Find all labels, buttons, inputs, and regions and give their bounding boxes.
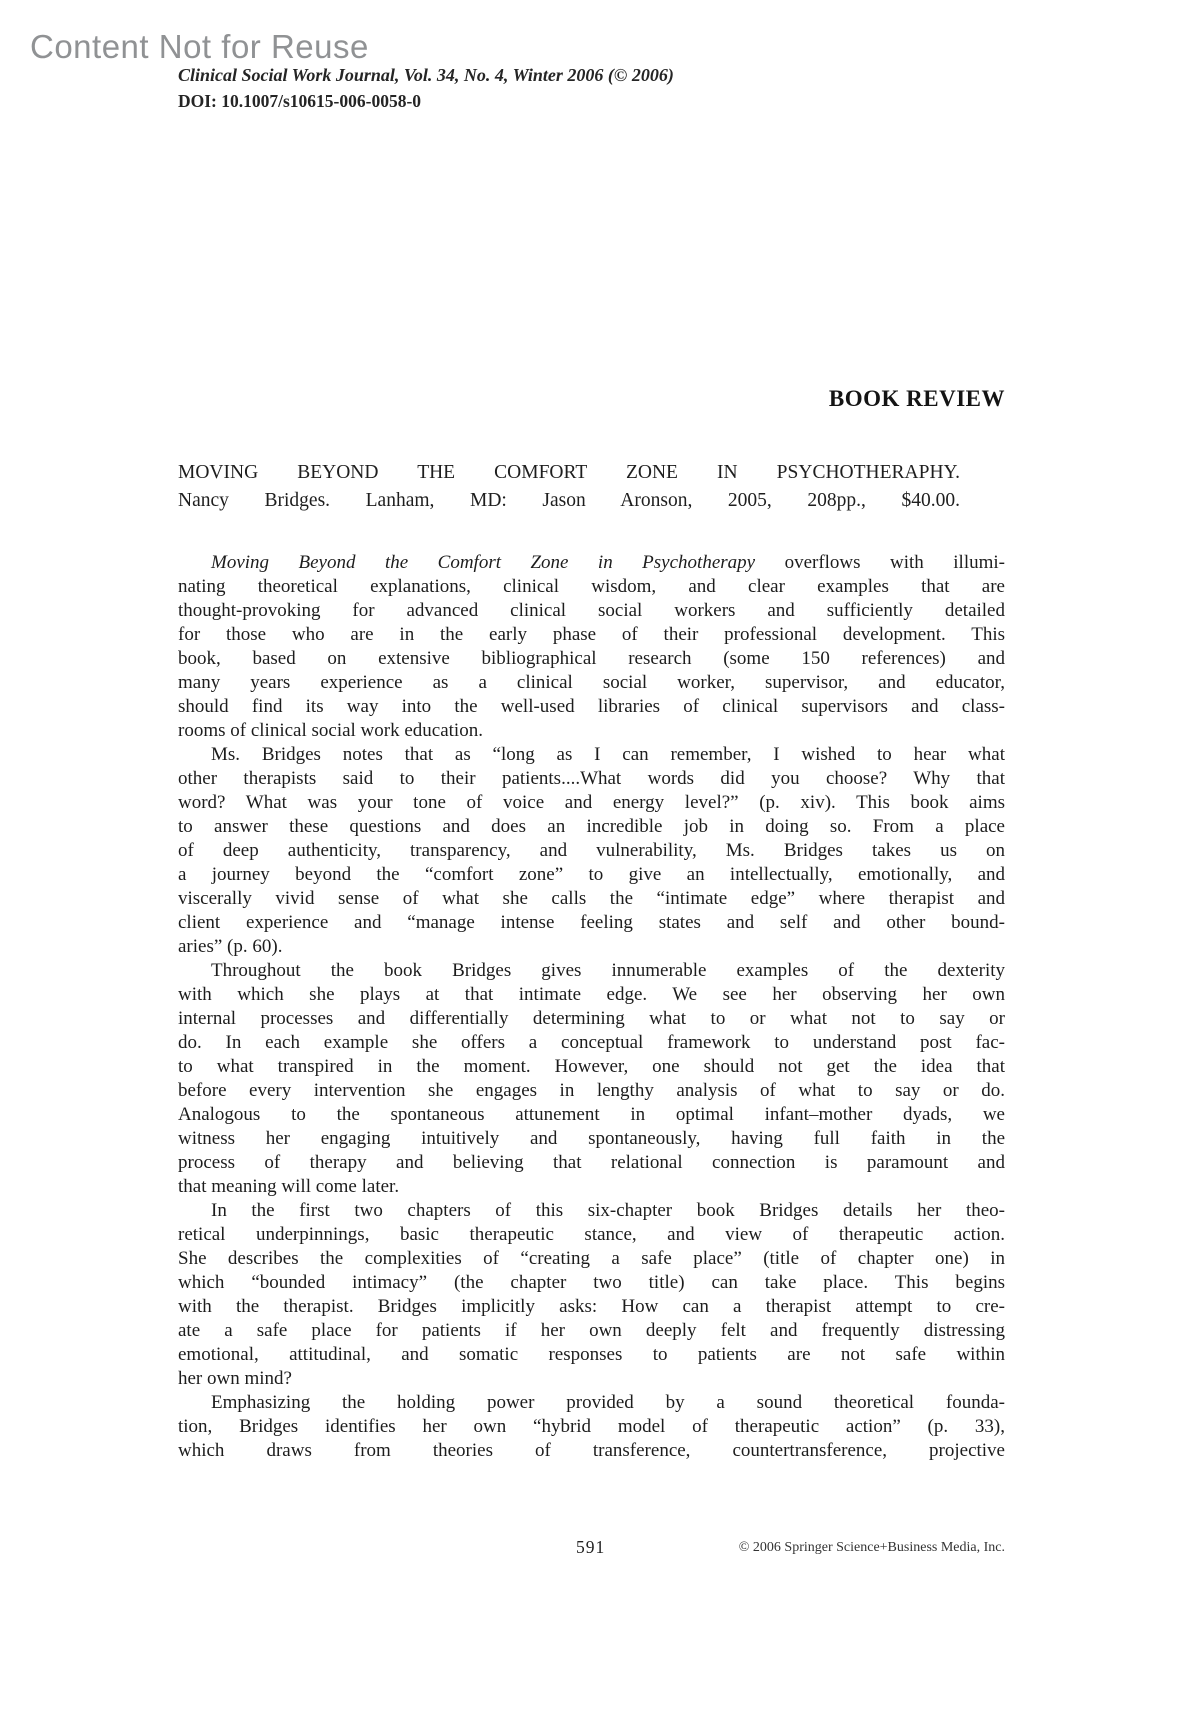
body-line: emotional, attitudinal, and somatic responses to patients are not safe within bbox=[178, 1344, 1005, 1365]
page-number: 591 bbox=[576, 1537, 606, 1557]
body-line: to answer these questions and does an incredible job in doing so. From a place bbox=[178, 816, 1005, 837]
body-line: witness her engaging intuitively and spontaneously, having full faith in the bbox=[178, 1128, 1005, 1149]
body-line: retical underpinnings, basic therapeutic stance, and view of therapeutic action. bbox=[178, 1224, 1005, 1245]
body-line: for those who are in the early phase of their professional development. This bbox=[178, 624, 1005, 645]
journal-citation: Clinical Social Work Journal, Vol. 34, No. 4, Winter 2006 (© 2006) bbox=[178, 65, 674, 85]
body-line: many years experience as a clinical social worker, supervisor, and educator, bbox=[178, 672, 1005, 693]
body-line: with the therapist. Bridges implicitly asks: How can a therapist attempt to cre- bbox=[178, 1296, 1005, 1317]
body-line: internal processes and differentially determining what to or what not to say or bbox=[178, 1008, 1005, 1029]
body-line: do. In each example she offers a conceptual framework to understand post fac- bbox=[178, 1032, 1005, 1053]
body-line: a journey beyond the “comfort zone” to give an intellectually, emotionally, and bbox=[178, 864, 1005, 885]
inline-text: overflows with illumi- bbox=[755, 552, 1005, 573]
body-line: of deep authenticity, transparency, and vulnerability, Ms. Bridges takes us on bbox=[178, 840, 1005, 861]
body-line: She describes the complexities of “creating a safe place” (title of chapter one) in bbox=[178, 1248, 1005, 1269]
book-title-line2: Nancy Bridges. Lanham, MD: Jason Aronson, 2005, 208pp., $40.00. bbox=[178, 489, 960, 511]
body-line: tion, Bridges identifies her own “hybrid model of therapeutic action” (p. 33), bbox=[178, 1416, 1005, 1437]
inline-italic-book-title: Moving Beyond the Comfort Zone in Psychotherapy bbox=[211, 552, 756, 573]
body-line: her own mind? bbox=[178, 1368, 292, 1389]
body-line: that meaning will come later. bbox=[178, 1176, 400, 1197]
body-line: Throughout the book Bridges gives innumerable examples of the dexterity bbox=[211, 960, 1005, 981]
body-line: client experience and “manage intense feeling states and self and other bound- bbox=[178, 912, 1005, 933]
journal-header bbox=[178, 62, 674, 114]
body-line: Emphasizing the holding power provided by a sound theoretical founda- bbox=[211, 1392, 1005, 1413]
body-line: ate a safe place for patients if her own deeply felt and frequently distressing bbox=[178, 1320, 1005, 1341]
body-line: rooms of clinical social work education. bbox=[178, 720, 483, 741]
body-line: In the first two chapters of this six-chapter book Bridges details her theo- bbox=[211, 1200, 1005, 1221]
body-line bbox=[178, 551, 1005, 575]
book-title-block bbox=[178, 459, 960, 514]
body-line: thought-provoking for advanced clinical social workers and sufficiently detailed bbox=[178, 600, 1005, 621]
body-line: process of therapy and believing that relational connection is paramount and bbox=[178, 1152, 1005, 1173]
body-line: to what transpired in the moment. However, one should not get the idea that bbox=[178, 1056, 1005, 1077]
body-line: viscerally vivid sense of what she calls the “intimate edge” where therapist and bbox=[178, 888, 1005, 909]
body-line: should find its way into the well-used libraries of clinical supervisors and class- bbox=[178, 696, 1005, 717]
body-line: which draws from theories of transference, countertransference, projective bbox=[178, 1440, 1005, 1461]
body-line: Ms. Bridges notes that as “long as I can remember, I wished to hear what bbox=[211, 744, 1005, 765]
body-line: word? What was your tone of voice and energy level?” (p. xiv). This book aims bbox=[178, 792, 1005, 813]
book-title-line1: MOVING BEYOND THE COMFORT ZONE IN PSYCHOTHERAPHY. bbox=[178, 462, 960, 483]
body-line: other therapists said to their patients....What words did you choose? Why that bbox=[178, 768, 1005, 789]
body-line: book, based on extensive bibliographical research (some 150 references) and bbox=[178, 648, 1005, 669]
body-line: nating theoretical explanations, clinical wisdom, and clear examples that are bbox=[178, 576, 1005, 597]
copyright-notice: © 2006 Springer Science+Business Media, Inc. bbox=[738, 1540, 1005, 1555]
body-line: with which she plays at that intimate edge. We see her observing her own bbox=[178, 984, 1005, 1005]
doi-line: DOI: 10.1007/s10615-006-0058-0 bbox=[178, 91, 422, 111]
body-paragraphs bbox=[178, 551, 1005, 1463]
content-not-for-reuse-watermark: Content Not for Reuse bbox=[30, 28, 369, 65]
body-line: Analogous to the spontaneous attunement in optimal infant–mother dyads, we bbox=[178, 1104, 1005, 1125]
body-line: before every intervention she engages in lengthy analysis of what to say or do. bbox=[178, 1080, 1005, 1101]
body-line: which “bounded intimacy” (the chapter two title) can take place. This begins bbox=[178, 1272, 1005, 1293]
section-heading-book-review: BOOK REVIEW bbox=[828, 386, 1005, 411]
body-line: aries” (p. 60). bbox=[178, 936, 283, 957]
